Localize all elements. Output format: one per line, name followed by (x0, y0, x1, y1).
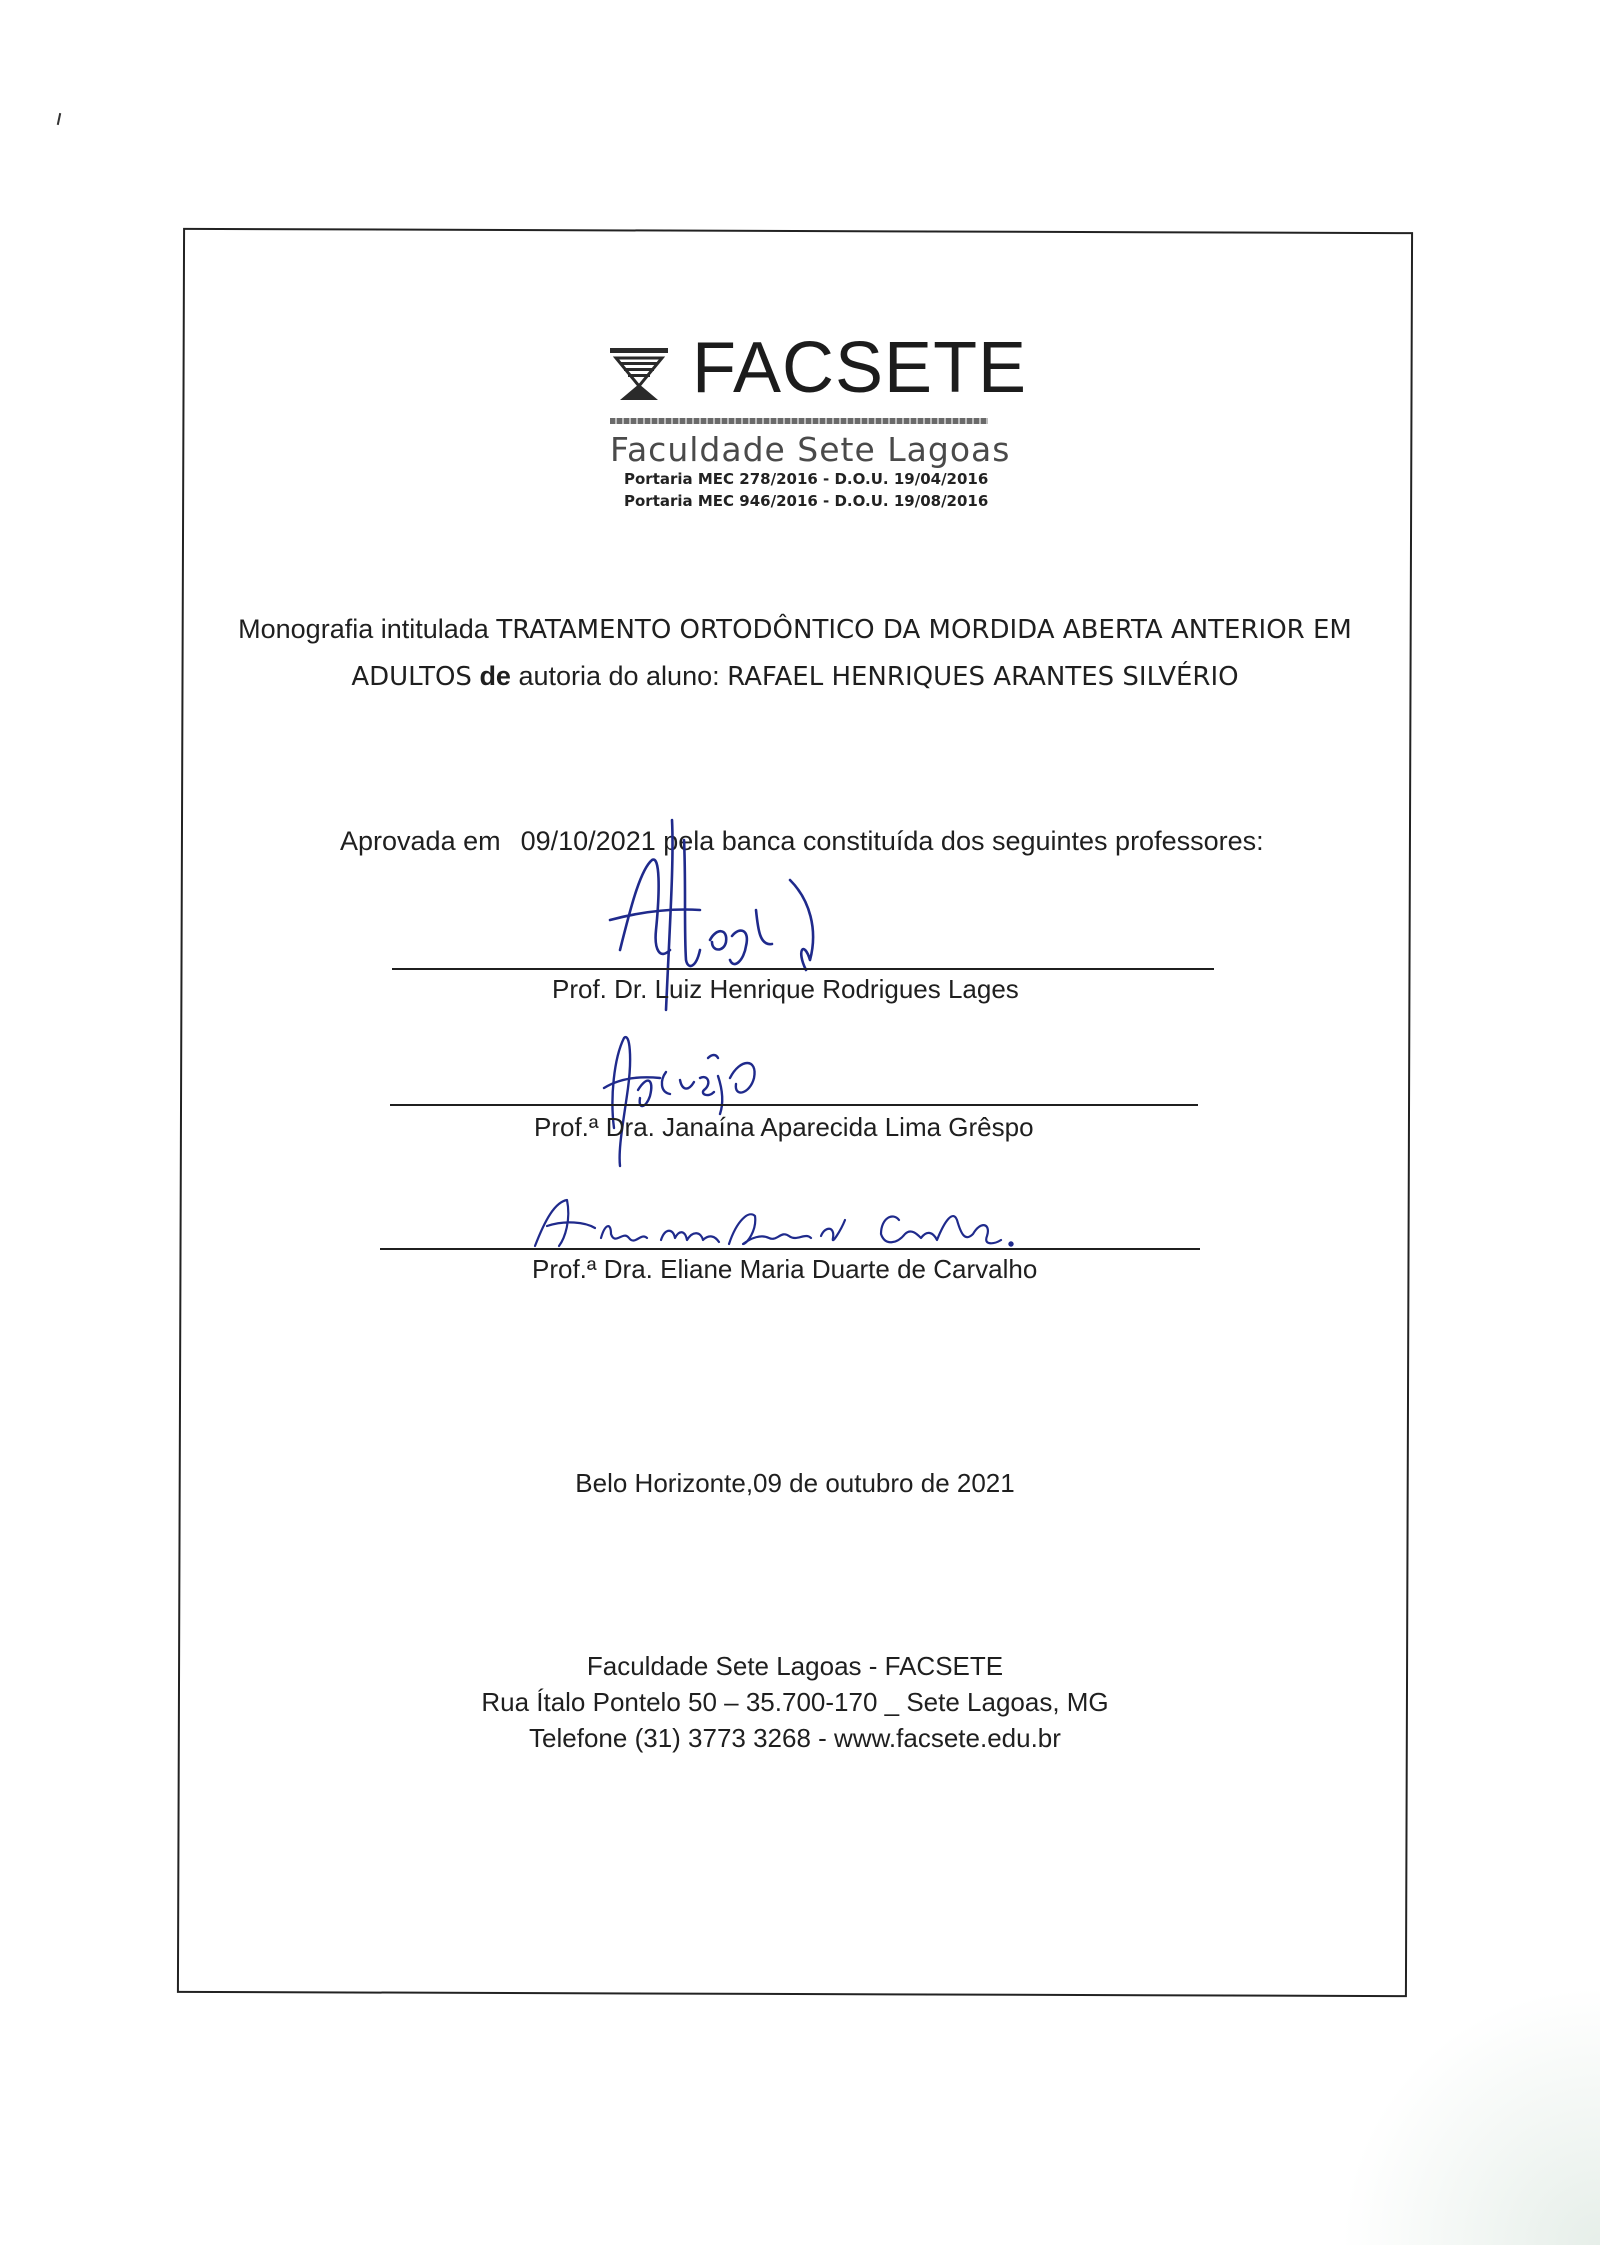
monografia-statement (180, 606, 1410, 700)
portaria-line-2: Portaria MEC 946/2016 - D.O.U. 19/08/2016 (624, 492, 989, 510)
monografia-title-part2: ADULTOS (351, 662, 472, 692)
signature-2 (590, 1018, 800, 1168)
footer-line-2: Rua Ítalo Pontelo 50 – 35.700-170 _ Sete Lagoas, MG (481, 1687, 1109, 1717)
professor-name-2: Prof.ª Dra. Janaína Aparecida Lima Grêspo (534, 1112, 1034, 1142)
monografia-de: de (471, 661, 511, 691)
professor-name-3: Prof.ª Dra. Eliane Maria Duarte de Carvalho (532, 1254, 1038, 1284)
footer-line-3: Telefone (31) 3773 3268 - www.facsete.edu.br (529, 1723, 1061, 1753)
monografia-title-part1: TRATAMENTO ORTODÔNTICO DA MORDIDA ABERTA ANTERIOR EM (496, 615, 1352, 645)
monografia-author: RAFAEL HENRIQUES ARANTES SILVÉRIO (727, 662, 1239, 692)
portaria-line-1: Portaria MEC 278/2016 - D.O.U. 19/04/2016 (624, 470, 989, 488)
facsete-logo (610, 328, 1028, 518)
logo-divider (610, 418, 988, 424)
logo-subtitle: Faculdade Sete Lagoas (610, 430, 1011, 469)
institution-footer (180, 1648, 1410, 1756)
monografia-intro: Monografia intitulada (238, 614, 497, 644)
facsete-emblem-icon (610, 346, 668, 404)
scan-mark (57, 113, 61, 125)
signature-line-2 (390, 1104, 1198, 1106)
professor-name-1: Prof. Dr. Luiz Henrique Rodrigues Lages (552, 974, 1019, 1004)
page-corner-shade (1340, 1985, 1600, 2245)
signature-line-3 (380, 1248, 1200, 1250)
logo-wordmark: FACSETE (692, 328, 1028, 408)
footer-line-1: Faculdade Sete Lagoas - FACSETE (586, 1651, 1004, 1681)
approval-text: pela banca constituída dos seguintes professores: (655, 826, 1264, 856)
city-date: Belo Horizonte,09 de outubro de 2021 (575, 1468, 1015, 1498)
signature-line-1 (392, 968, 1214, 970)
approval-label: Aprovada em (340, 826, 501, 856)
approval-date: 09/10/2021 (520, 826, 656, 856)
monografia-autoria: autoria do aluno: (510, 661, 728, 691)
